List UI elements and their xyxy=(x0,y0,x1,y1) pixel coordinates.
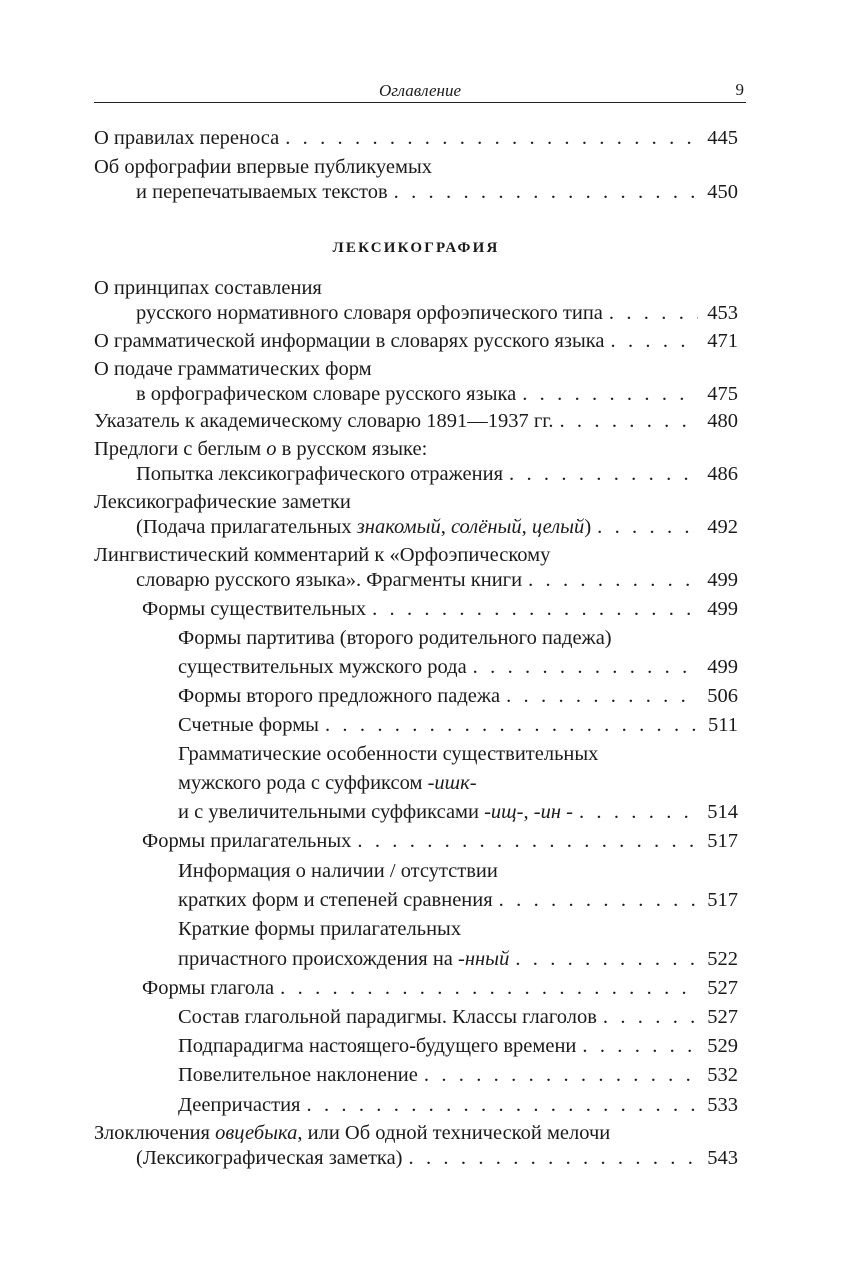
toc-subsubentry: Подпарадигма настоящего-будущего времени . . . 529 xyxy=(94,1033,738,1059)
toc-page: 450 xyxy=(707,181,738,203)
toc-entry: Об орфографии впервые публикуемых xyxy=(94,156,432,178)
leader-dots xyxy=(522,567,698,593)
leader-dots xyxy=(403,1145,698,1171)
leader-dots xyxy=(573,799,698,825)
toc-entry-continuation: русского нормативного словаря орфоэпического типа . . . 453 xyxy=(94,300,738,326)
toc-entry: Лексикографические заметки xyxy=(94,491,351,513)
leader-dots xyxy=(516,381,698,407)
toc-subsubentry: кратких форм и степеней сравнения . . . 517 xyxy=(94,887,738,913)
toc-page: 517 xyxy=(707,889,738,911)
toc-page: 517 xyxy=(707,830,738,852)
toc-entry-continuation: (Лексикографическая заметка) . . . 543 xyxy=(94,1145,738,1171)
leader-dots xyxy=(553,408,698,434)
toc-page: 453 xyxy=(707,302,738,324)
toc-subsubentry: Грамматические особенности существительных xyxy=(178,743,599,765)
toc-page: 522 xyxy=(707,948,738,970)
toc-subsubentry: Повелительное наклонение . . . 532 xyxy=(94,1062,738,1088)
toc-subsubentry: Состав глагольной парадигмы. Классы глаголов . . . 527 xyxy=(94,1004,738,1030)
leader-dots xyxy=(597,1004,698,1030)
leader-dots xyxy=(509,946,698,972)
toc-subentry: Формы существительных . . . 499 xyxy=(94,596,738,622)
toc-page: 486 xyxy=(707,463,738,485)
toc-entry: О подаче грамматических форм xyxy=(94,358,372,380)
toc-page: 499 xyxy=(707,598,738,620)
leader-dots xyxy=(576,1033,698,1059)
leader-dots xyxy=(493,887,698,913)
toc-subsubentry: Формы второго предложного падежа . . . 506 xyxy=(94,683,738,709)
toc-subsubentry: Деепричастия . . . 533 xyxy=(94,1092,738,1118)
toc-entry-continuation: словарю русского языка». Фрагменты книги . . . 499 xyxy=(94,567,738,593)
toc-page: 514 xyxy=(707,801,738,823)
toc-page: 506 xyxy=(707,685,738,707)
toc-entry: Злоключения овцебыка, или Об одной технической мелочи xyxy=(94,1122,611,1144)
running-head xyxy=(94,80,746,103)
toc-page: 480 xyxy=(707,410,738,432)
toc-subsubentry: Счетные формы . . . 511 xyxy=(94,712,738,738)
toc-entry-continuation: и перепечатываемых текстов . . . 450 xyxy=(94,179,738,205)
leader-dots xyxy=(366,596,698,622)
toc-page: 527 xyxy=(707,1006,738,1028)
toc-subsubentry: мужского рода с суффиксом -ишк- xyxy=(178,772,477,794)
leader-dots xyxy=(279,125,698,151)
toc-entry: Лингвистический комментарий к «Орфоэпическому xyxy=(94,544,551,566)
toc-entry-continuation: Попытка лексикографического отражения . . . 486 xyxy=(94,461,738,487)
toc-page: 445 xyxy=(707,127,738,149)
toc-entry: О грамматической информации в словарях русского языка . . . 471 xyxy=(94,328,738,354)
running-head-title: Оглавление xyxy=(378,81,462,100)
toc-entry: Указатель к академическому словарю 1891—1937 гг. . . . 480 xyxy=(94,408,738,434)
toc-page: 533 xyxy=(707,1094,738,1116)
toc-page: 475 xyxy=(707,383,738,405)
toc-subsubentry: причастного происхождения на -нный . . . 522 xyxy=(94,946,738,972)
page-number: 9 xyxy=(735,80,744,99)
toc-entry: Предлоги с беглым о в русском языке: xyxy=(94,438,428,460)
leader-dots xyxy=(274,975,698,1001)
leader-dots xyxy=(301,1092,699,1118)
toc-subsubentry: Информация о наличии / отсутствии xyxy=(178,860,498,882)
toc-page: 492 xyxy=(707,516,738,538)
section-heading: ЛЕКСИКОГРАФИЯ xyxy=(332,240,500,256)
toc-subsubentry: существительных мужского рода . . . 499 xyxy=(94,654,738,680)
toc-subentry: Формы прилагательных . . . 517 xyxy=(94,828,738,854)
toc-page: 511 xyxy=(708,714,738,736)
leader-dots xyxy=(418,1062,698,1088)
toc-entry: О правилах переноса . . . 445 xyxy=(94,125,738,151)
toc-page: 532 xyxy=(707,1064,738,1086)
leader-dots xyxy=(351,828,698,854)
toc-entry-continuation: (Подача прилагательных знакомый, солёный, целый) . . . 492 xyxy=(94,514,738,540)
leader-dots xyxy=(503,461,698,487)
toc-page: 471 xyxy=(707,330,738,352)
leader-dots xyxy=(603,300,698,326)
toc-page: 543 xyxy=(707,1147,738,1169)
leader-dots xyxy=(388,179,698,205)
toc-subsubentry: Формы партитива (второго родительного падежа) xyxy=(178,627,612,649)
leader-dots xyxy=(319,712,698,738)
leader-dots xyxy=(591,514,698,540)
leader-dots xyxy=(467,654,698,680)
leader-dots xyxy=(605,328,698,354)
toc-subentry: Формы глагола . . . 527 xyxy=(94,975,738,1001)
toc-page: 529 xyxy=(707,1035,738,1057)
toc-entry-continuation: в орфографическом словаре русского языка . . . 475 xyxy=(94,381,738,407)
leader-dots xyxy=(500,683,698,709)
toc-entry: О принципах составления xyxy=(94,277,322,299)
toc-subsubentry: Краткие формы прилагательных xyxy=(178,918,462,940)
toc-page: 527 xyxy=(707,977,738,999)
toc-subsubentry: и с увеличительными суффиксами -ищ-, -ин - . . . 514 xyxy=(94,799,738,825)
toc-page: 499 xyxy=(707,656,738,678)
toc-page: 499 xyxy=(707,569,738,591)
